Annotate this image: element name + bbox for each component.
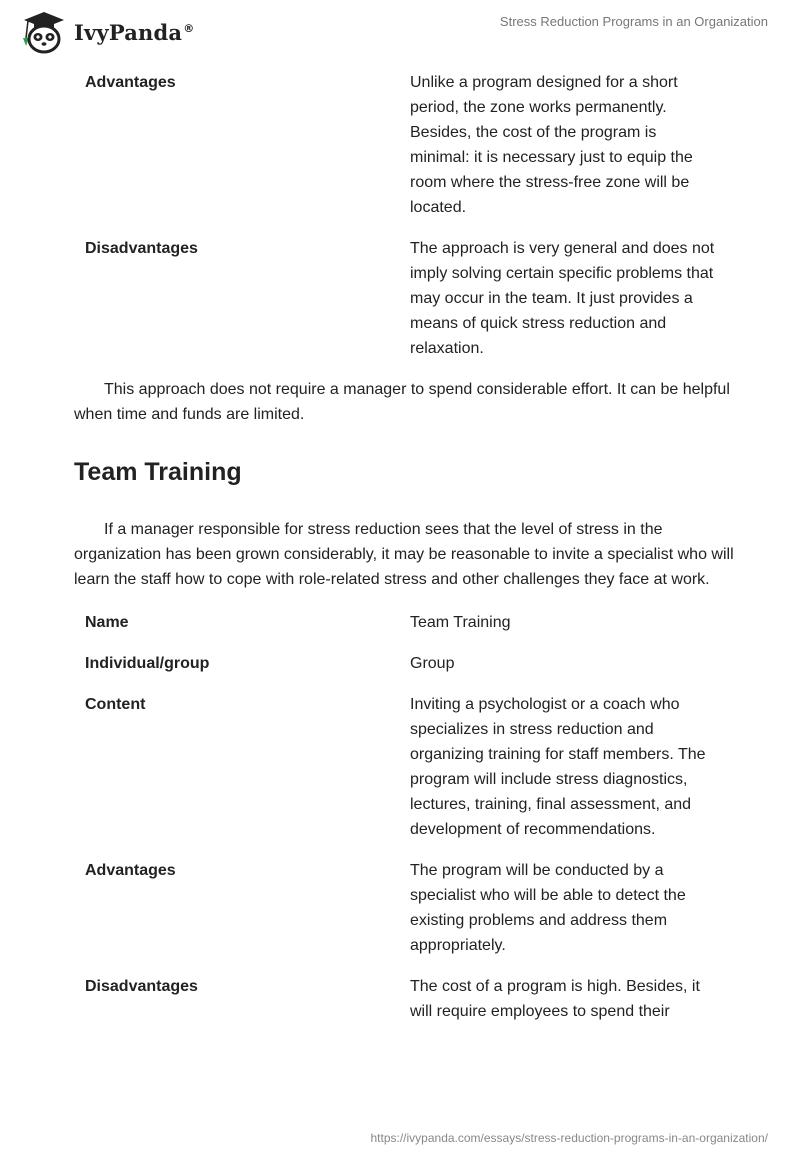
body-paragraph: If a manager responsible for stress reduction sees that the level of stress in the organization has been grown considerably, it may be reasonable to invite a specialist who will learn the staff how to cope with role-related stress and other challenges they face at work. <box>74 521 734 588</box>
row-value: Group <box>410 655 455 672</box>
row-value: Inviting a psychologist or a coach who specializes in stress reduction and organizing training for staff members. The program will include stress diagnostics, lectures, training, final assessment, and development of recommendations. <box>410 696 706 838</box>
row-label: Advantages <box>85 74 176 91</box>
table-row <box>74 692 734 842</box>
table-row <box>74 610 734 635</box>
row-label: Advantages <box>85 862 176 879</box>
section-heading: Team Training <box>74 458 242 486</box>
panda-graduate-icon <box>14 8 70 56</box>
row-label: Individual/group <box>85 655 210 672</box>
document-title: Stress Reduction Programs in an Organization <box>499 14 768 29</box>
row-label: Disadvantages <box>85 978 198 995</box>
table-row <box>74 974 734 1024</box>
row-value: Team Training <box>410 614 511 631</box>
site-logo[interactable] <box>14 8 214 56</box>
row-label: Content <box>85 696 146 713</box>
document-body <box>74 70 734 1040</box>
brand-name: IvyPanda® <box>74 19 195 45</box>
table-row <box>74 70 734 220</box>
row-label: Name <box>85 614 129 631</box>
program-table-stress-free-zone <box>74 70 734 361</box>
table-row <box>74 858 734 958</box>
row-value: The approach is very general and does not imply solving certain specific problems that may occur in the team. It just provides a means of quick stress reduction and relaxation. <box>410 240 715 357</box>
table-row <box>74 236 734 361</box>
row-value: Unlike a program designed for a short period, the zone works permanently. Besides, the cost of the program is minimal: it is necessary just to equip the room where the stress-free zone will be located. <box>410 74 693 216</box>
row-label: Disadvantages <box>85 240 198 257</box>
source-url[interactable]: https://ivypanda.com/essays/stress-reduction-programs-in-an-organization/ <box>370 1131 768 1145</box>
row-value: The cost of a program is high. Besides, it will require employees to spend their <box>410 978 700 1020</box>
table-row <box>74 651 734 676</box>
row-value: The program will be conducted by a specialist who will be able to detect the existing problems and address them appropriately. <box>410 862 686 954</box>
body-paragraph: This approach does not require a manager to spend considerable effort. It can be helpful when time and funds are limited. <box>74 381 730 423</box>
program-table-team-training <box>74 610 734 1024</box>
